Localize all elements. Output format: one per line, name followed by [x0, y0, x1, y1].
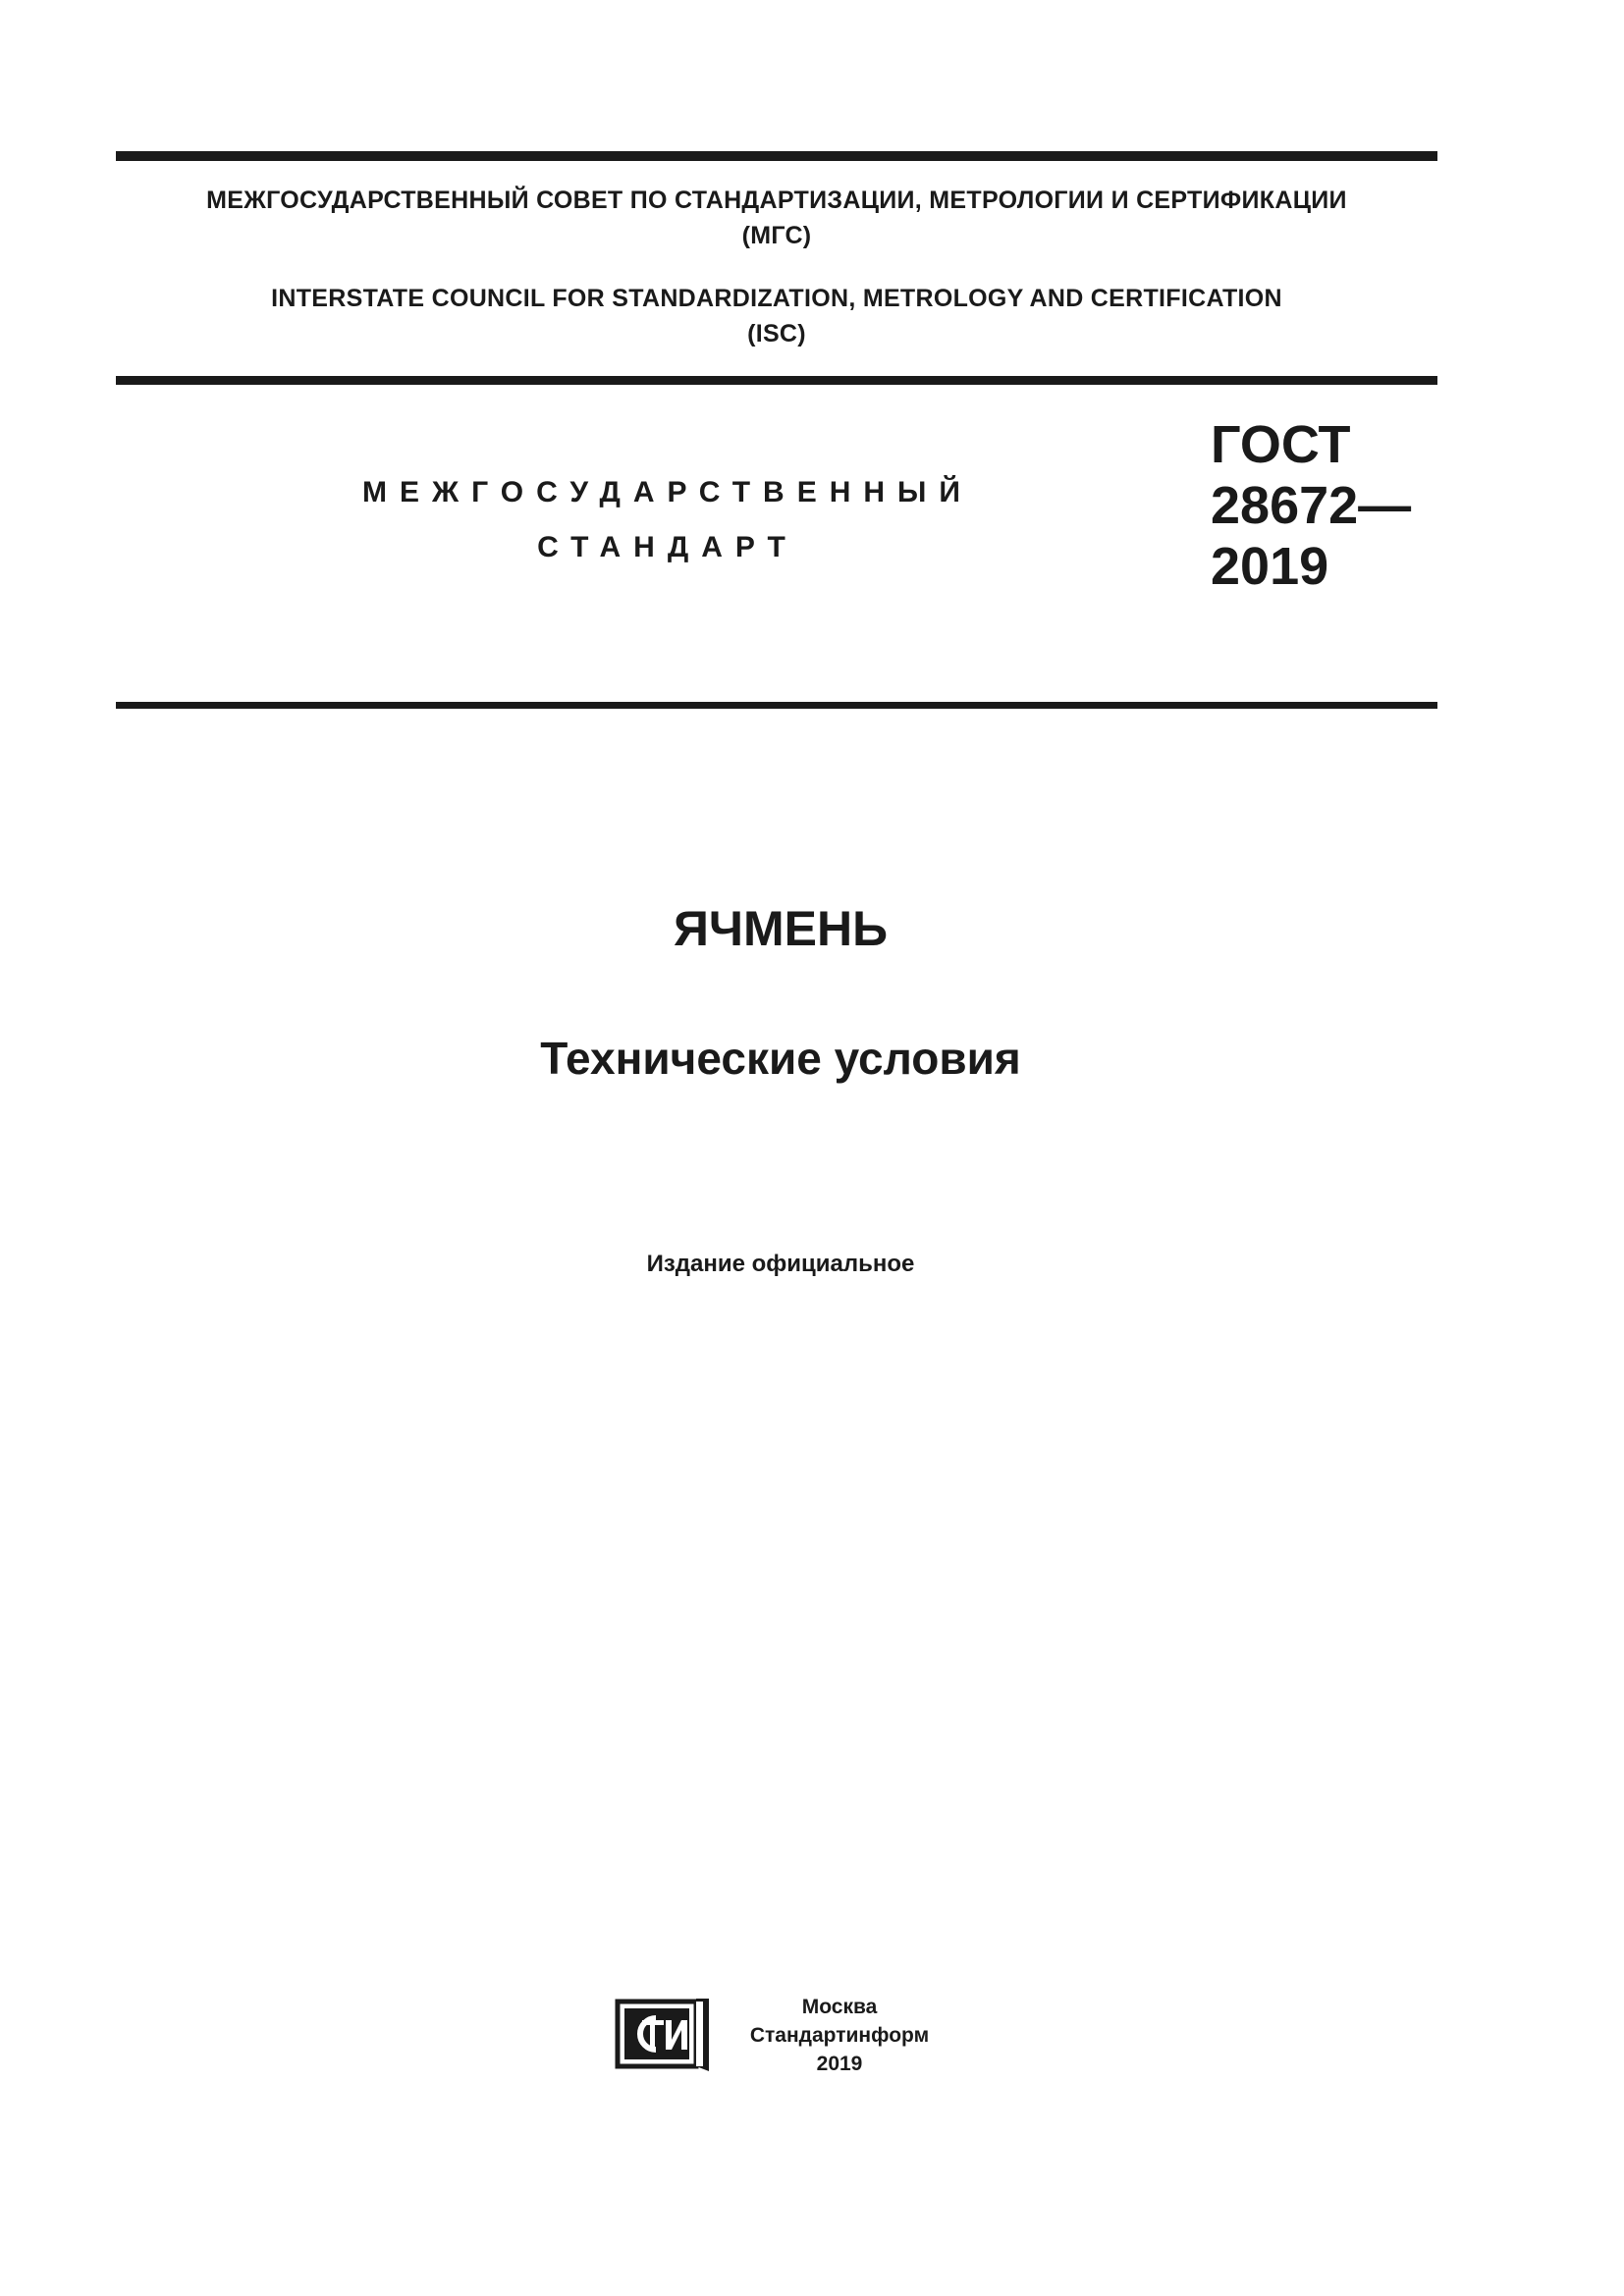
- publisher-logo-icon: [615, 1999, 709, 2071]
- council-abbr-en: (ISC): [747, 320, 806, 347]
- edition-note: Издание официальное: [646, 1251, 915, 1277]
- gost-label: ГОСТ: [1211, 415, 1351, 474]
- publisher-year: 2019: [816, 2053, 863, 2075]
- council-name-en: [116, 281, 1437, 351]
- document-subtitle: Технические условия: [540, 1033, 1021, 1084]
- gost-year: 2019: [1211, 537, 1329, 596]
- document-title: ЯЧМЕНЬ: [673, 901, 889, 956]
- header-bottom-rule: [116, 376, 1437, 385]
- standard-type: [314, 465, 1021, 575]
- council-name-en-line: INTERSTATE COUNCIL FOR STANDARDIZATION, METROLOGY AND CERTIFICATION: [271, 285, 1282, 312]
- council-abbr-ru: (МГС): [741, 222, 812, 249]
- top-rule: [116, 151, 1437, 161]
- council-name-ru-line: МЕЖГОСУДАРСТВЕННЫЙ СОВЕТ ПО СТАНДАРТИЗАЦИИ, МЕТРОЛОГИИ И СЕРТИФИКАЦИИ: [206, 187, 1347, 214]
- publisher-info: [731, 1993, 947, 2078]
- publisher-city: Москва: [801, 1996, 878, 2018]
- publisher-name: Стандартинформ: [749, 2024, 930, 2047]
- gost-number: 28672—: [1211, 476, 1412, 535]
- designation-bottom-rule: [116, 702, 1437, 709]
- standard-type-line-2: СТАНДАРТ: [537, 531, 798, 563]
- gost-designation: [1211, 414, 1411, 597]
- council-name-ru: [116, 183, 1437, 253]
- standard-type-line-1: МЕЖГОСУДАРСТВЕННЫЙ: [362, 476, 973, 508]
